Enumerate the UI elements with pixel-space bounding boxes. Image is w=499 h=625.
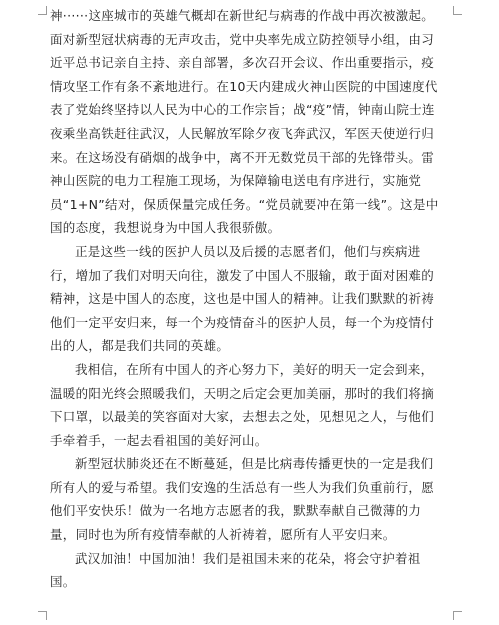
page-margin-mark-bottom-left — [38, 611, 47, 620]
document-body — [50, 4, 446, 594]
paragraph: 正是这些一线的医护人员以及后援的志愿者们，他们与疾病进行，增加了我们对明天向往，激发了中国人不服输，敢于面对困难的精神，这是中国人的态度，这也是中国人的精神。让我们默默的祈祷他们一定平安归来，每一个为疫情奋斗的医护人员，每一个为疫情付出的人，都是我们共同的英雄。 — [50, 243, 435, 354]
page-margin-mark-top-left — [38, 6, 47, 15]
paragraph: 神······这座城市的英雄气概却在新世纪与病毒的作战中再次被激起。面对新型冠状病毒的无声攻击，党中央率先成立防控领导小组，由习近平总书记亲自主持、亲自部署，多次召开会议、作出重要指示，疫情攻坚工作有条不紊地进行。在10天内建成火神山医院的中国速度代表了党始终坚持以人民为中心的工作宗旨；战“疫”情，钟南山院士连夜乘坐高铁赶往武汉，人民解放军除夕夜飞奔武汉，军医天使逆行归来。在这场没有硝烟的战争中，离不开无数党员干部的先锋带头。雷神山医院的电力工程施工现场，为保障输电送电有序进行，实施党员“1+N”结对，保质保量完成任务。“党员就要冲在第一线”。这是中国的态度，我想说身为中国人我很骄傲。 — [50, 8, 439, 236]
page-margin-mark-bottom-right — [453, 611, 462, 620]
paragraph: 武汉加油！中国加油！我们是祖国未来的花朵，将会守护着祖国。 — [50, 550, 421, 590]
page-margin-mark-top-right — [453, 6, 462, 15]
paragraph: 我相信，在所有中国人的齐心努力下，美好的明天一定会到来，温暖的阳光终会照暖我们，天明之后定会更加美丽，那时的我们将摘下口罩，以最美的笑容面对大家，去想去之处，见想见之人，与他们手牵着手，一起去看祖国的美好河山。 — [50, 361, 435, 448]
paragraph: 新型冠状肺炎还在不断蔓延，但是比病毒传播更快的一定是我们所有人的爱与希望。我们安逸的生活总有一些人为我们负重前行，愿他们平安快乐！做为一名地方志愿者的我，默默奉献自己微薄的力量，同时也为所有疫情奉献的人祈祷着，愿所有人平安归来。 — [50, 456, 435, 543]
